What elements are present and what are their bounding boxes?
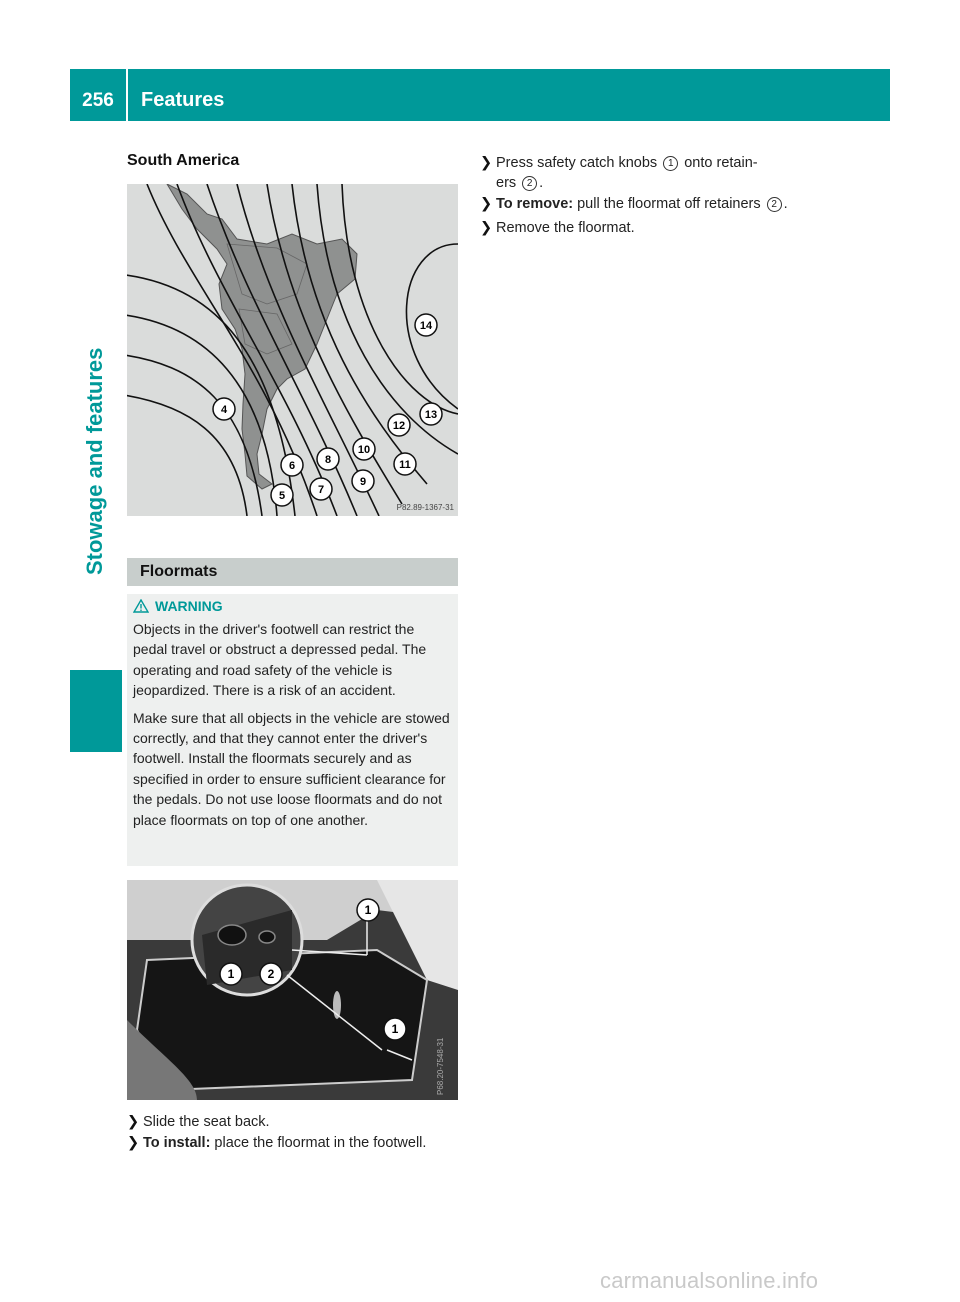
floormat-illustration bbox=[127, 880, 458, 1100]
section-title: South America bbox=[127, 152, 240, 169]
warning-box bbox=[127, 594, 458, 866]
photo-figure-code: P68.20-7548-31 bbox=[436, 1037, 445, 1095]
south-america-map bbox=[127, 184, 458, 516]
warning-paragraph: Objects in the driver's footwell can restrict the pedal travel or obstruct a depressed pedal. The operating and road safety of the vehicle is jeopardized. There is a risk of an accident. bbox=[133, 621, 427, 699]
svg-text:4: 4 bbox=[220, 404, 228, 416]
photo-callout-1c bbox=[384, 1018, 406, 1040]
svg-text:1: 1 bbox=[227, 967, 235, 981]
svg-text:7: 7 bbox=[317, 484, 325, 496]
svg-text:6: 6 bbox=[288, 460, 296, 472]
step-arrow-icon: ❯ bbox=[127, 1135, 140, 1151]
svg-text:10: 10 bbox=[357, 444, 371, 456]
map-figure-code: P82.89-1367-31 bbox=[396, 503, 454, 512]
step-remove: ❯ To remove: pull the floormat off retainers 2 . bbox=[480, 196, 788, 212]
step-press-catch: ❯ Press safety catch knobs 1 onto retain- bbox=[480, 155, 758, 171]
photo-callout-2 bbox=[260, 963, 282, 985]
warning-triangle-icon bbox=[133, 599, 149, 613]
floormats-heading: Floormats bbox=[127, 558, 458, 586]
map-callout-14 bbox=[415, 314, 437, 336]
svg-text:1: 1 bbox=[391, 1022, 399, 1036]
map-callout-11 bbox=[394, 453, 416, 475]
step-arrow-icon: ❯ bbox=[480, 155, 493, 171]
step-arrow-icon: ❯ bbox=[480, 220, 493, 236]
side-chapter-label: Stowage and features bbox=[82, 347, 107, 575]
map-illustration bbox=[127, 184, 458, 516]
map-callout-10 bbox=[353, 438, 375, 460]
side-chapter-tab bbox=[70, 670, 122, 752]
step-remove-floormat: ❯ Remove the floormat. bbox=[480, 220, 635, 236]
page-number: 256 bbox=[82, 90, 114, 111]
photo-callout-1b bbox=[357, 899, 379, 921]
ref-2-badge: 2 bbox=[522, 176, 537, 191]
step-press-catch-cont: ers 2 . bbox=[496, 175, 544, 191]
svg-text:9: 9 bbox=[359, 476, 367, 488]
svg-text:11: 11 bbox=[399, 459, 411, 471]
ref-2-badge: 2 bbox=[767, 197, 782, 212]
map-callout-8 bbox=[317, 448, 339, 470]
svg-text:14: 14 bbox=[419, 320, 433, 332]
svg-text:8: 8 bbox=[324, 454, 332, 466]
warning-title bbox=[133, 598, 452, 614]
map-callout-6 bbox=[281, 454, 303, 476]
map-callout-13 bbox=[420, 403, 442, 425]
svg-text:2: 2 bbox=[267, 967, 275, 981]
floormat-photo bbox=[127, 880, 458, 1100]
map-callout-9 bbox=[352, 470, 374, 492]
ref-1-badge: 1 bbox=[663, 156, 678, 171]
warning-label: WARNING bbox=[155, 598, 223, 614]
step-arrow-icon: ❯ bbox=[480, 196, 493, 212]
map-callout-4 bbox=[213, 398, 235, 420]
step-arrow-icon: ❯ bbox=[127, 1114, 140, 1130]
step-slide-seat: ❯ Slide the seat back. bbox=[127, 1114, 270, 1130]
photo-callout-1a bbox=[220, 963, 242, 985]
svg-text:1: 1 bbox=[364, 903, 372, 917]
svg-text:5: 5 bbox=[278, 490, 286, 502]
footer-watermark[interactable]: carmanualsonline.info bbox=[600, 1268, 819, 1293]
map-callout-5 bbox=[271, 484, 293, 506]
warning-paragraph: Make sure that all objects in the vehicle are stowed correctly, and that they cannot enter the driver's footwell. Install the floormats securely and as specified in order to ensure sufficient clearance for the pedals. Do not use loose floormats and do not place floormats on top of one another. bbox=[133, 709, 450, 828]
page-title: Features bbox=[141, 89, 225, 111]
header-divider bbox=[126, 69, 128, 121]
map-callout-12 bbox=[388, 414, 410, 436]
step-install: ❯ To install: place the floormat in the footwell. bbox=[127, 1135, 427, 1151]
svg-text:13: 13 bbox=[424, 409, 438, 421]
svg-text:12: 12 bbox=[392, 420, 406, 432]
map-callout-7 bbox=[310, 478, 332, 500]
